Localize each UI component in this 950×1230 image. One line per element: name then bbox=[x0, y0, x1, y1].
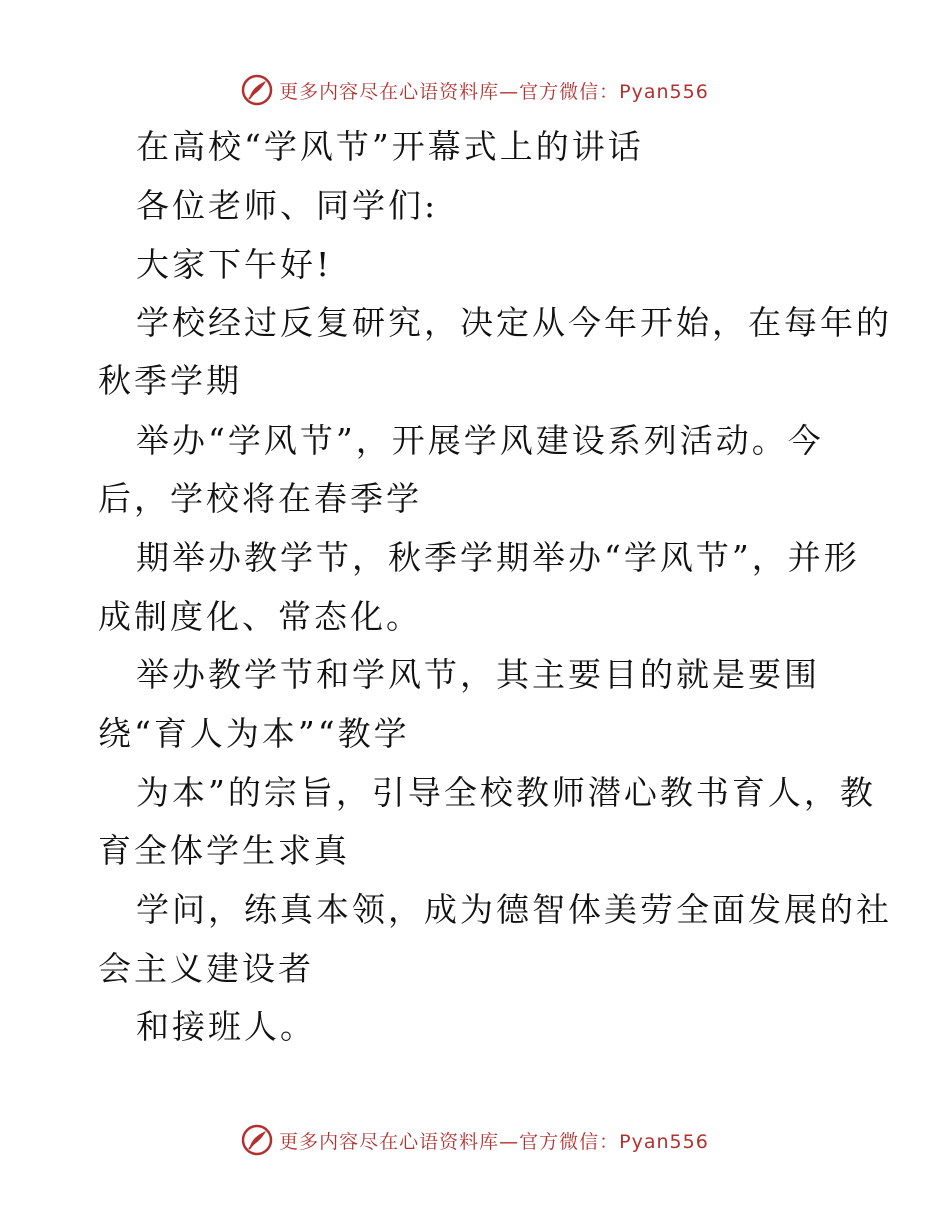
paragraph-line: 会主义建设者 bbox=[98, 949, 314, 988]
paragraph-line: 期举办教学节，秋季学期举办“学风节”，并形 bbox=[136, 538, 860, 577]
quill-logo-icon bbox=[241, 74, 273, 106]
paragraph-line: 举办“学风节”，开展学风建设系列活动。今 bbox=[136, 421, 824, 460]
document-title: 在高校“学风节”开幕式上的讲话 bbox=[136, 127, 644, 166]
paragraph-line: 和接班人。 bbox=[136, 1007, 316, 1046]
paragraph-line: 绕“育人为本”“教学 bbox=[98, 714, 410, 753]
paragraph-line: 为本”的宗旨，引导全校教师潜心教书育人，教 bbox=[136, 773, 876, 812]
paragraph-line: 成制度化、常态化。 bbox=[98, 597, 422, 636]
banner-text: 更多内容尽在心语资料库—官方微信：Pyan556 bbox=[279, 80, 709, 103]
header-banner bbox=[0, 70, 950, 110]
quill-logo-icon bbox=[241, 1124, 273, 1156]
footer-banner bbox=[0, 1120, 950, 1160]
paragraph-line: 举办教学节和学风节，其主要目的就是要围 bbox=[136, 655, 820, 694]
paragraph-line: 育全体学生求真 bbox=[98, 831, 350, 870]
paragraph-line: 学校经过反复研究，决定从今年开始，在每年的 bbox=[136, 303, 892, 342]
banner-text: 更多内容尽在心语资料库—官方微信：Pyan556 bbox=[279, 1130, 709, 1153]
salutation: 大家下午好! bbox=[136, 245, 333, 284]
greeting: 各位老师、同学们: bbox=[136, 186, 439, 225]
paragraph-line: 后，学校将在春季学 bbox=[98, 479, 422, 518]
paragraph-line: 学问，练真本领，成为德智体美劳全面发展的社 bbox=[136, 890, 892, 929]
paragraph-line: 秋季学期 bbox=[98, 361, 242, 400]
